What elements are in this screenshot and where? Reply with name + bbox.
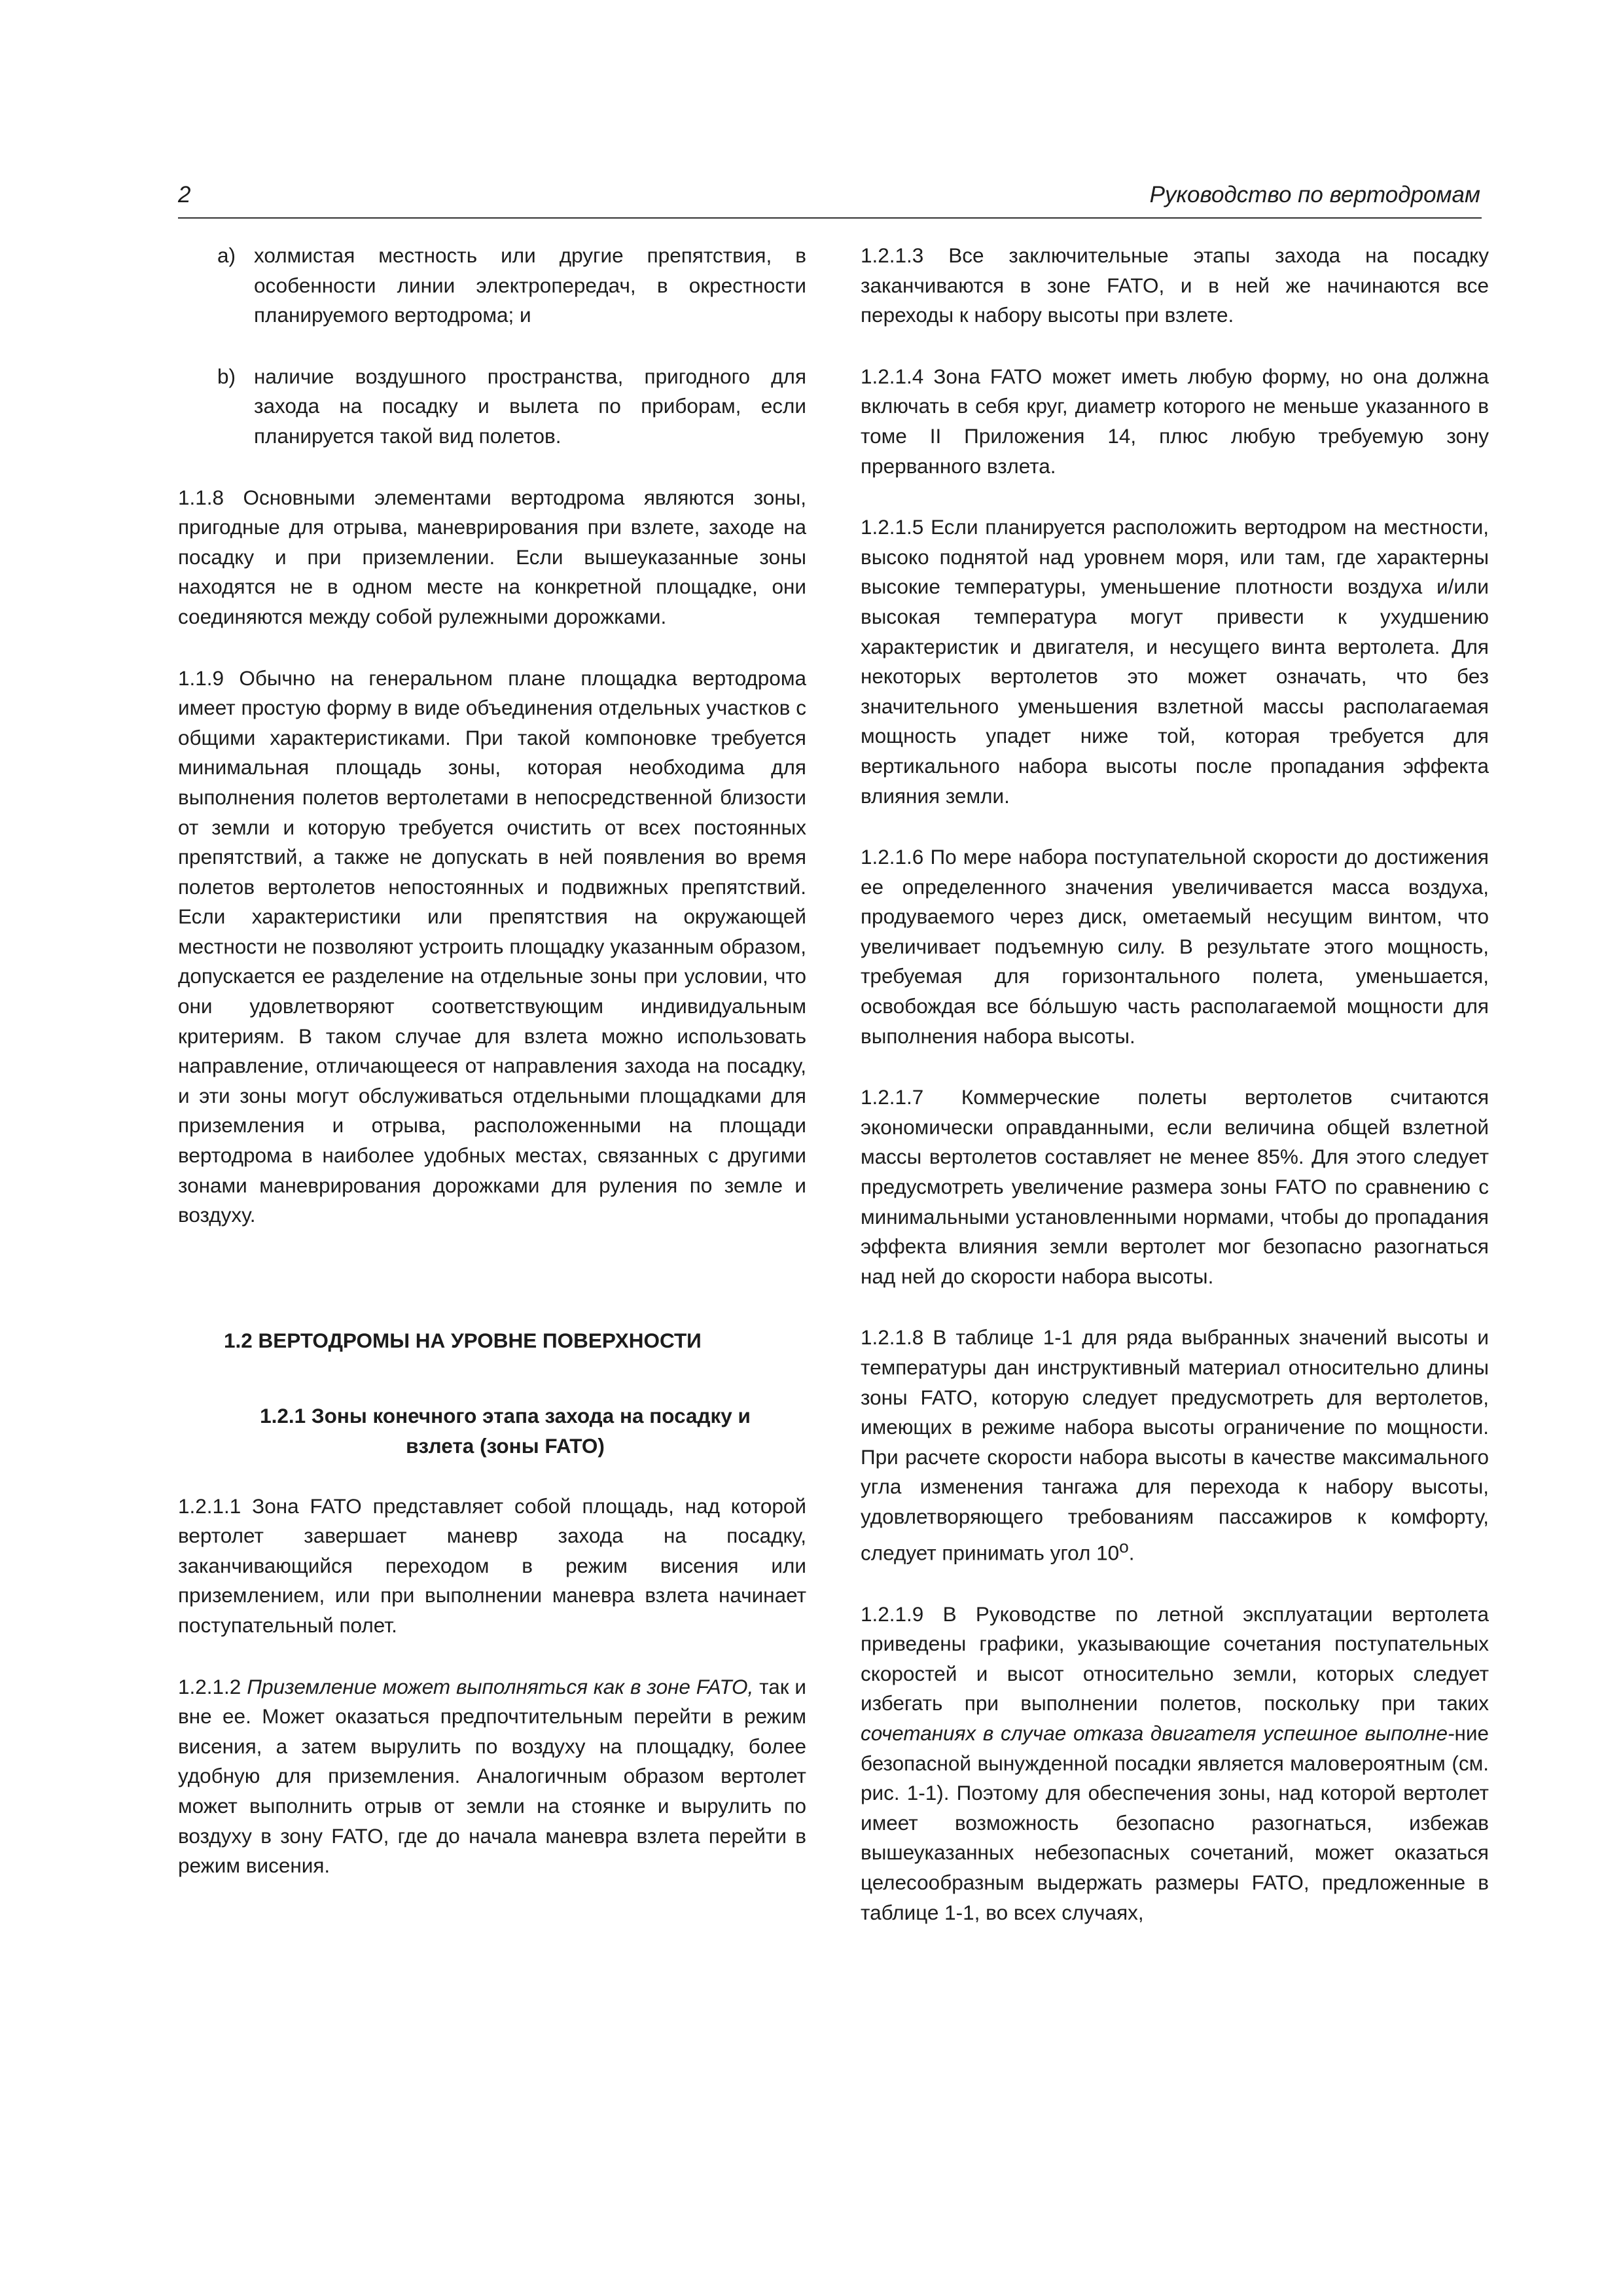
list-item-a-text: холмистая местность или другие препятствия, в особенности линии электропередач, в окрестности планируемого вертодрома; и bbox=[254, 243, 806, 327]
paragraph-1-2-1-9-italic: сочетаниях в случае отказа двигателя успешное выполне- bbox=[861, 1721, 1455, 1746]
paragraph-1-2-1-2-number: 1.2.1.2 bbox=[178, 1674, 247, 1698]
page-header bbox=[178, 182, 1480, 216]
paragraph-1-2-1-9-rest: ние безопасной вынужденной посадки является маловероятным (см. рис. 1-1). Поэтому для обеспечения зоны, над которой вертолет имеет возможность безопасно разогнаться, избежав вышеуказанных небезопасных сочетаний, может оказаться целесообразным выдержать размеры FATO, предложенные в таблице 1-1, во всех случаях, bbox=[861, 1721, 1489, 1924]
list-marker-b: b) bbox=[217, 364, 236, 388]
paragraph-1-2-1-8-text: 1.2.1.8 В таблице 1-1 для ряда выбранных значений высоты и температуры дан инструктивный материал относительно длины зоны FATO, которую следует предусмотреть для вертолетов, имеющих в режиме набора высоты ограничение по мощности. При расчете скорости набора высоты в качестве максимального угла изменения тангажа для перехода к набору высоты, удовлетворяющего требованиям пассажиров к комфорту, следует принимать угол 10 bbox=[861, 1325, 1489, 1565]
paragraph-1-2-1-6: 1.2.1.6 По мере набора поступательной скорости до достижения ее определенного значения увеличивается масса воздуха, продуваемого через диск, ометаемый несущим винтом, что увеличивает подъемную силу. В результате этого мощность, требуемая для горизонтального полета, уменьшается, освобождая все бо́льшую часть располагаемой мощности для выполнения набора высоты. bbox=[861, 845, 1489, 1048]
paragraph-1-1-8: 1.1.8 Основными элементами вертодрома являются зоны, пригодные для отрыва, маневрирования при взлете, заходе на посадку и при приземлении. Если вышеуказанные зоны находятся не в одном месте на конкретной площадке, они соединяются между собой рулежными дорожками. bbox=[178, 485, 806, 628]
paragraph-1-2-1-3: 1.2.1.3 Все заключительные этапы захода на посадку заканчиваются в зоне FATO, и в ней же начинаются все переходы к набору высоты при взлете. bbox=[861, 243, 1489, 327]
subsection-heading-line-1: 1.2.1 Зоны конечного этапа захода на посадку и bbox=[260, 1404, 751, 1428]
paragraph-1-2-1-9 bbox=[861, 1600, 1489, 1928]
paragraph-1-2-1-9-start: 1.2.1.9 В Руководстве по летной эксплуатации вертолета приведены графики, указывающие сочетания поступательных скоростей и высот относительно земли, которых следует избегать при выполнении полетов, поскольку при таких bbox=[861, 1602, 1489, 1715]
left-column bbox=[178, 241, 806, 1881]
subsection-heading-line-2: взлета (зоны FATO) bbox=[406, 1434, 605, 1458]
paragraph-1-2-1-2 bbox=[178, 1672, 806, 1881]
list-marker-a: a) bbox=[217, 243, 236, 267]
section-heading-1-2: 1.2 ВЕРТОДРОМЫ НА УРОВНЕ ПОВЕРХНОСТИ bbox=[224, 1328, 702, 1352]
right-column bbox=[861, 241, 1489, 1928]
paragraph-1-2-1-8-end: . bbox=[1128, 1541, 1135, 1565]
list-item-b-text: наличие воздушного пространства, пригодного для захода на посадку и вылета по приборам, если планируется такой вид полетов. bbox=[254, 364, 806, 448]
paragraph-1-1-9: 1.1.9 Обычно на генеральном плане площадка вертодрома имеет простую форму в виде объединения отдельных участков с общими характеристиками. При такой компоновке требуется минимальная площадь зоны, которая необходима для выполнения полетов вертолетами в непосредственной близости от земли и которую требуется очистить от всех постоянных препятствий, а также не допускать в ней появления во время полетов вертолетов непостоянных и подвижных препятствий. Если характеристики или препятствия на окружающей местности не позволяют устроить площадку указанным образом, допускается ее разделение на отдельные зоны при условии, что они удовлетворяют соответствующим индивидуальным критериям. В таком случае для взлета можно использовать направление, отличающееся от направления захода на посадку, и эти зоны могут обслуживаться отдельными площадками для приземления и отрыва, расположенными на площади вертодрома в наиболее удобных местах, связанных с другими зонами маневрирования дорожками для руления по земле и воздуху. bbox=[178, 666, 806, 1227]
paragraph-1-2-1-8 bbox=[861, 1323, 1489, 1568]
header-rule bbox=[178, 217, 1482, 219]
paragraph-1-2-1-7: 1.2.1.7 Коммерческие полеты вертолетов считаются экономически оправданными, если величина общей взлетной массы вертолетов составляет не менее 85%. Для этого следует предусмотреть увеличение размера зоны FATO по сравнению с минимальными установленными нормами, чтобы до пропадания эффекта влияния земли вертолет мог безопасно разогнаться над ней до скорости набора высоты. bbox=[861, 1085, 1489, 1288]
subsection-heading-1-2-1 bbox=[178, 1401, 806, 1461]
paragraph-1-2-1-5: 1.2.1.5 Если планируется расположить вертодром на местности, высоко поднятой над уровнем моря, или там, где характерны высокие температуры, уменьшение плотности воздуха и/или высокая температура могут привести к ухудшению характеристик и двигателя, и несущего винта вертолета. Для некоторых вертолетов это может означать, что без значительного уменьшения взлетной массы располагаемая мощность упадет ниже той, которая требуется для вертикального набора высоты после пропадания эффекта влияния земли. bbox=[861, 515, 1489, 808]
running-title: Руководство по вертодромам bbox=[1149, 182, 1480, 207]
paragraph-1-2-1-2-italic: Приземление может выполняться как в зоне FATO, bbox=[247, 1674, 754, 1698]
degree-superscript: o bbox=[1119, 1536, 1129, 1556]
list-item-a bbox=[178, 241, 806, 331]
list-item-b bbox=[178, 362, 806, 452]
paragraph-1-2-1-1: 1.2.1.1 Зона FATO представляет собой площадь, над которой вертолет завершает маневр захода на посадку, заканчивающийся переходом в режим висения или приземлением, или при выполнении маневра взлета начинает поступательный полет. bbox=[178, 1494, 806, 1637]
paragraph-1-2-1-2-rest: так и вне ее. Может оказаться предпочтительным перейти в режим висения, а затем вырулить по воздуху на площадку, более удобную для приземления. Аналогичным образом вертолет может выполнить отрыв от земли на стоянке и вырулить по воздуху в зону FATO, где до начала маневра взлета перейти в режим висения. bbox=[178, 1674, 806, 1878]
page-number: 2 bbox=[178, 182, 191, 207]
paragraph-1-2-1-4: 1.2.1.4 Зона FATO может иметь любую форму, но она должна включать в себя круг, диаметр которого не меньше указанного в томе II Приложения 14, плюс любую требуемую зону прерванного взлета. bbox=[861, 364, 1489, 478]
